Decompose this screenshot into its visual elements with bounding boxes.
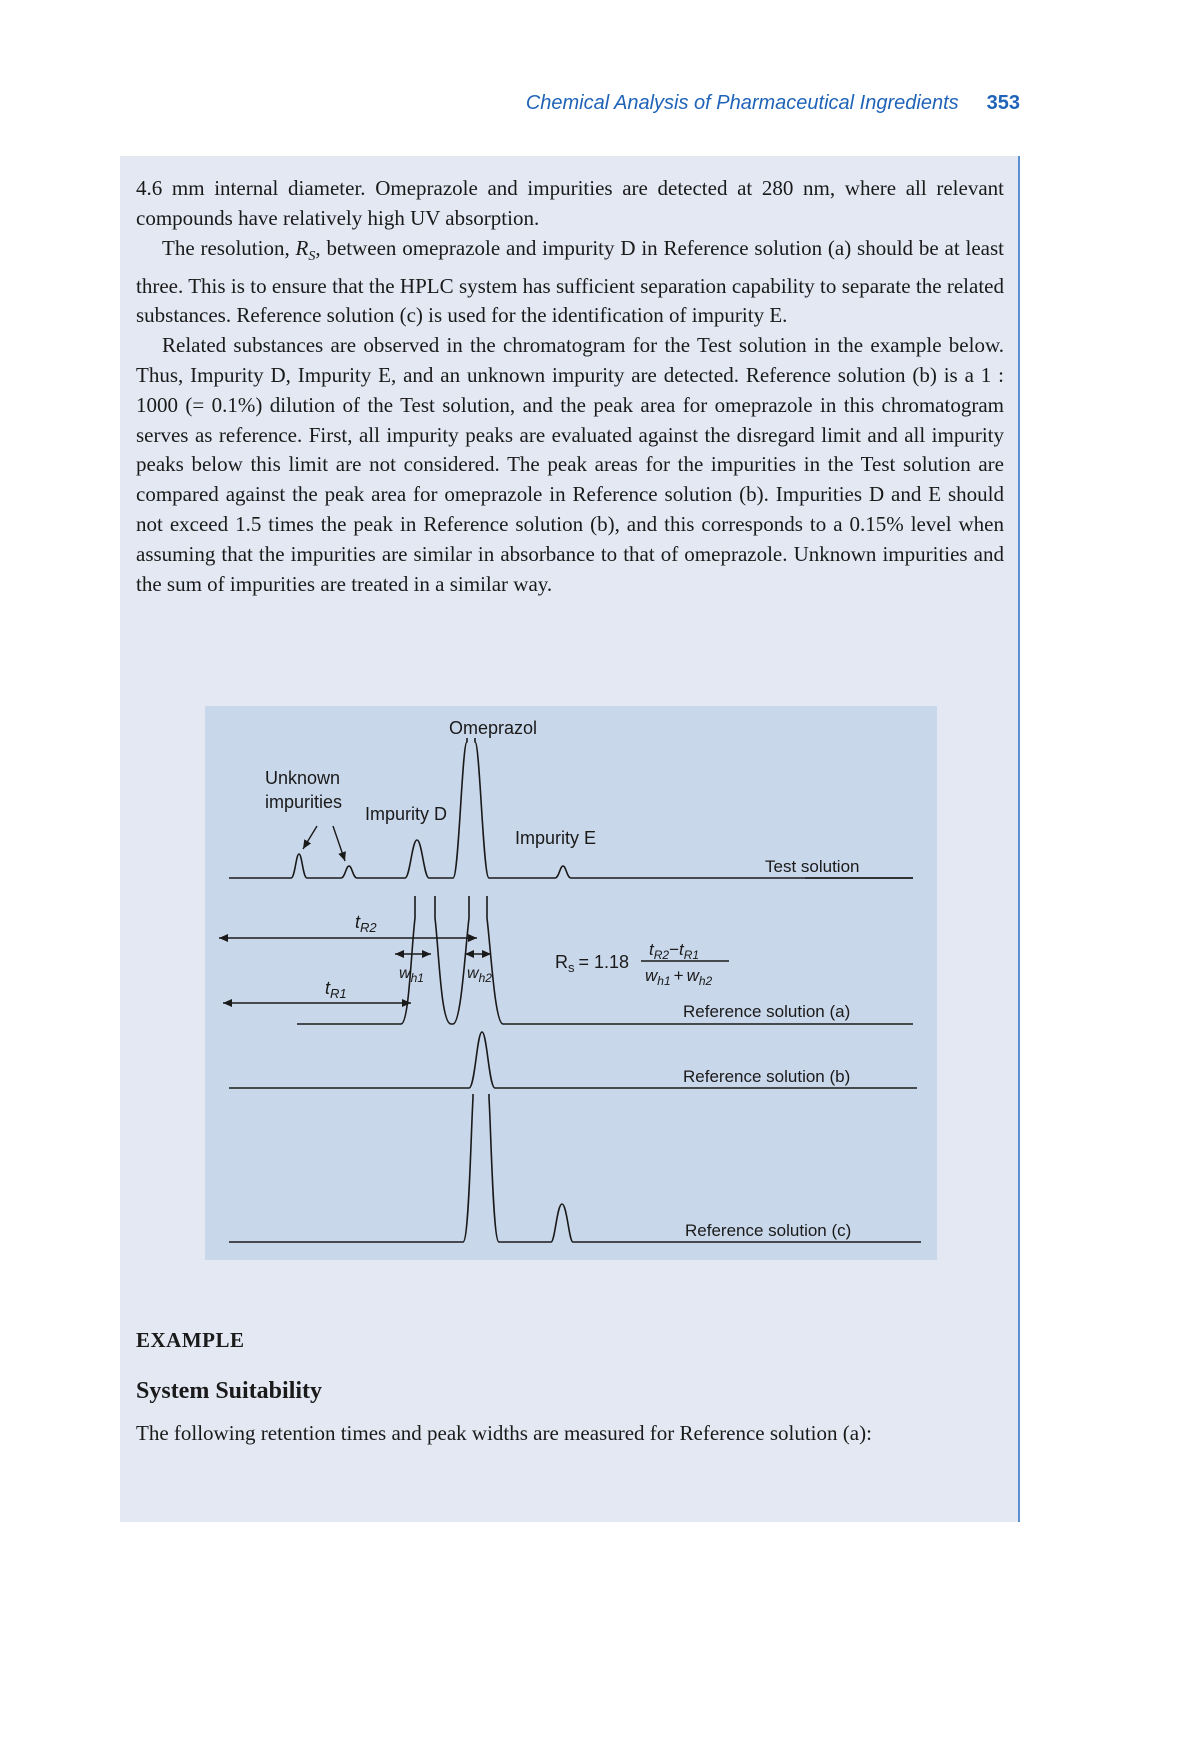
- label-impurity-e: Impurity E: [515, 828, 597, 848]
- paragraph-2-start: The resolution,: [162, 235, 296, 260]
- rs-symbol: [295, 235, 316, 264]
- chromatogram-svg: [205, 706, 937, 1260]
- label-tr2: $t_{R2}$: [355, 912, 377, 935]
- chromatogram-figure: [205, 706, 937, 1260]
- running-header-title: Chemical Analysis of Pharmaceutical Ingredients: [525, 92, 959, 114]
- paragraph-1: 4.6 mm internal diameter. Omeprazole and impurities are detected at 280 nm, where all relevant compounds have relatively high UV absorption.: [136, 176, 1004, 230]
- trace-reference-c: [229, 1094, 921, 1242]
- rs-symbol-r: R: [295, 235, 309, 260]
- example-text: The following retention times and peak widths are measured for Reference solution (a):: [136, 1421, 872, 1445]
- section-title: System Suitability: [136, 1378, 323, 1404]
- label-unknown-2: impurities: [265, 792, 343, 812]
- label-wh2: $w_{h2}$: [467, 965, 492, 985]
- paragraph-2: [136, 234, 1004, 332]
- paragraph-3: Related substances are observed in the chromatogram for the Test solution in the example below. Thus, Impurity D, Impurity E, and an unknown impurity are detected. Reference solution (b) is a 1 : 1000 (= 0.1%) dilution of the Test solution, and the peak area for omeprazole in this chromatogram serves as reference. First, all impurity peaks are evaluated against the disregard limit and all impurity peaks below this limit are not considered. The peak areas for the impurities in the Test solution are compared against the peak area for omeprazole in Reference solution (b). Impurities D and E should not exceed 1.5 times the peak in Reference solution (b), and this corresponds to a 0.15% level when assuming that the impurities are similar in absorbance to that of omeprazole. Unknown impurities and the sum of impurities are treated in a similar way.: [136, 333, 1004, 596]
- label-wh1: $w_{h1}$: [399, 965, 424, 985]
- page-number: 353: [986, 92, 1020, 114]
- rs-formula-denominator: $w_{h1} + w_{h2}$: [645, 966, 713, 988]
- unknown-arrow-1: [303, 826, 317, 849]
- rs-formula-lhs: $R_s = 1.18$: [555, 952, 630, 975]
- example-heading: EXAMPLE: [136, 1328, 245, 1352]
- paragraph-2-rest: , between omeprazole and impurity D in Reference solution (a) should be at least three. This is to ensure that the HPLC system has sufficient separation capability to separate the related substances. Reference solution (c) is used for the identification of impurity E.: [136, 235, 1004, 328]
- label-test-solution: Test solution: [765, 857, 860, 876]
- body-text: [136, 174, 1004, 599]
- label-reference-a: Reference solution (a): [683, 1002, 851, 1021]
- label-reference-b: Reference solution (b): [683, 1067, 851, 1086]
- label-tr1: $t_{R1}$: [325, 978, 347, 1001]
- content-panel: [120, 156, 1020, 1522]
- label-omeprazol: Omeprazol: [449, 718, 538, 738]
- unknown-arrow-2: [333, 826, 345, 861]
- label-impurity-d: Impurity D: [365, 804, 448, 824]
- label-unknown-1: Unknown: [265, 768, 341, 788]
- running-header: [526, 92, 1020, 115]
- label-reference-c: Reference solution (c): [685, 1221, 852, 1240]
- rs-formula-numerator: $t_{R2}-t_{R1}$: [649, 940, 700, 962]
- rs-symbol-sub: S: [308, 248, 316, 264]
